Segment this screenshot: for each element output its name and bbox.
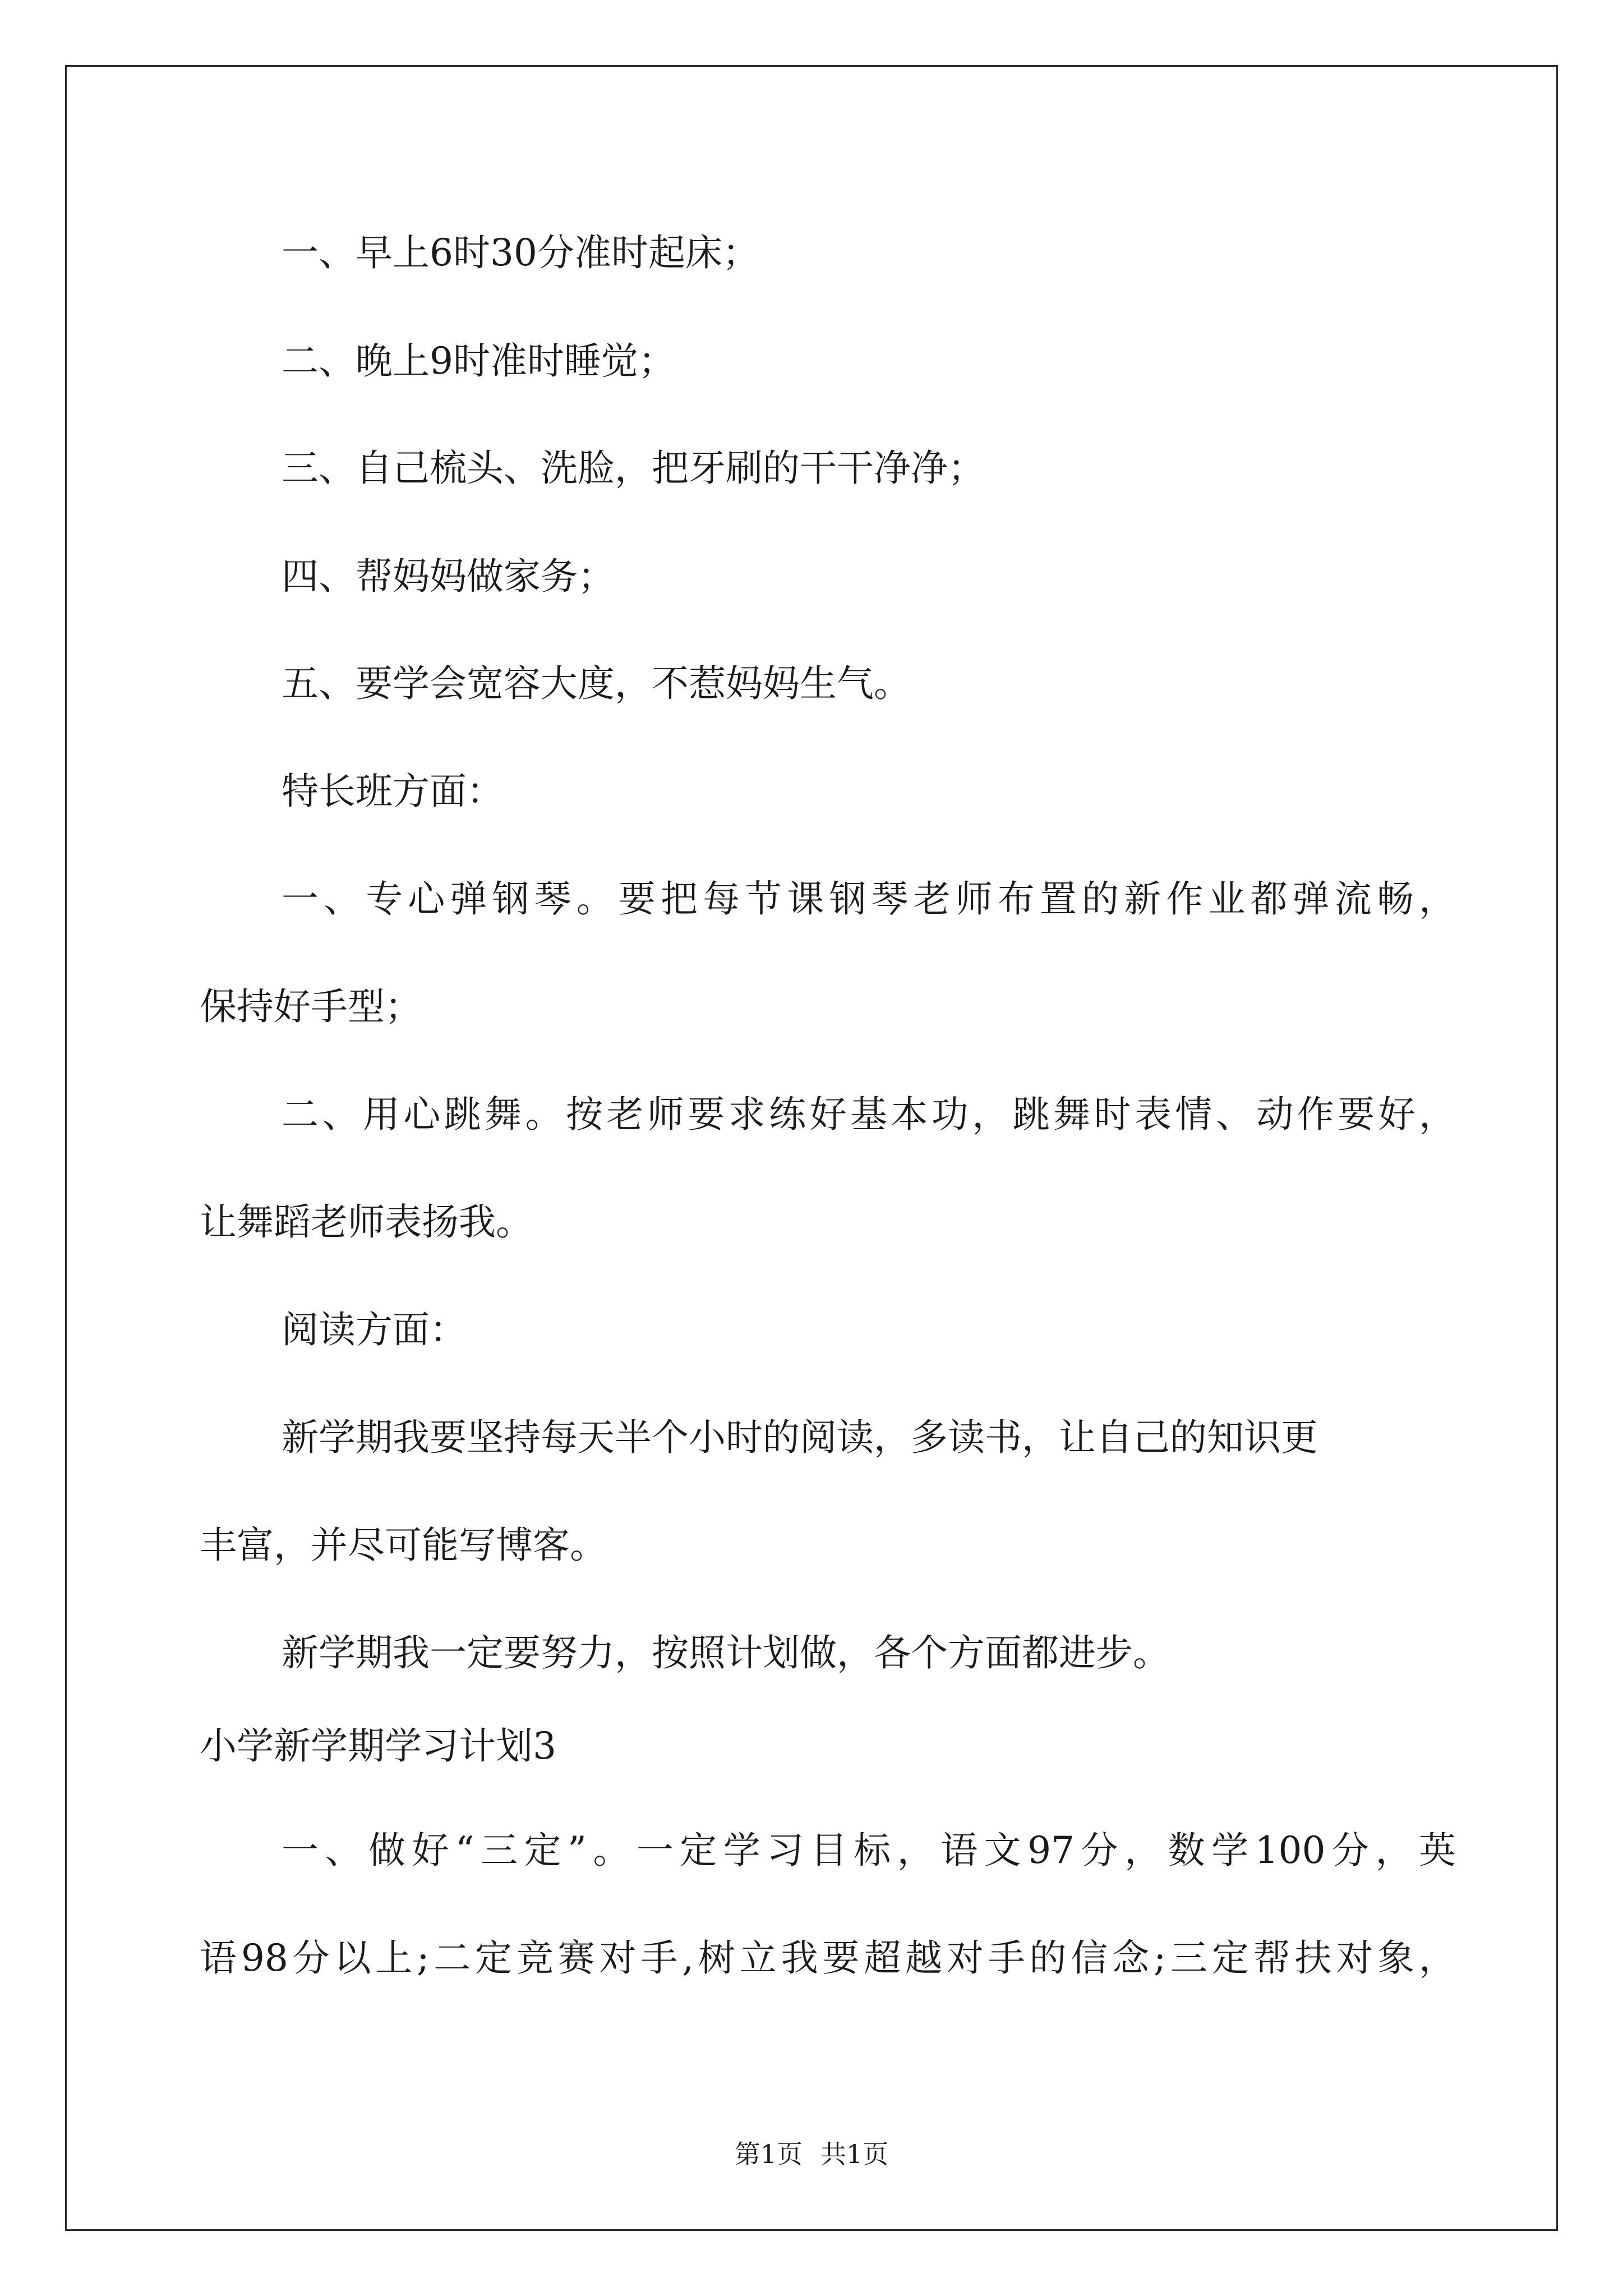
paragraph-line: 保持好手型； — [200, 985, 422, 1028]
paragraph-line: 丰富，并尽可能写博客。 — [200, 1524, 607, 1567]
document-title: 小学新学期学习计划3 — [200, 1724, 556, 1768]
page-footer — [0, 2134, 1623, 2171]
paragraph-line: 二、晚上9时准时睡觉； — [282, 339, 675, 383]
paragraph-line: 四、帮妈妈做家务； — [282, 555, 615, 598]
page-number-total: 共1页 — [820, 2139, 889, 2169]
paragraph-line: 三、自己梳头、洗脸，把牙刷的干干净净； — [282, 447, 985, 490]
paragraph-line: 语98分以上;二定竞赛对手,树立我要超越对手的信念;三定帮扶对象， — [200, 1936, 1456, 1980]
paragraph-line: 新学期我一定要努力，按照计划做，各个方面都进步。 — [282, 1631, 1170, 1674]
paragraph-line: 二、用心跳舞。按老师要求练好基本功，跳舞时表情、动作要好， — [282, 1093, 1456, 1136]
paragraph-line: 五、要学会宽容大度，不惹妈妈生气。 — [282, 662, 911, 705]
page-border — [65, 65, 1558, 2231]
paragraph-line: 让舞蹈老师表扬我。 — [200, 1200, 533, 1244]
section-heading: 特长班方面： — [282, 770, 504, 813]
paragraph-line: 一、做好“三定”。一定学习目标，语文97分，数学100分，英 — [282, 1829, 1456, 1872]
paragraph-line: 一、早上6时30分准时起床； — [282, 231, 759, 274]
page-number-current: 第1页 — [734, 2139, 803, 2169]
paragraph-line: 一、专心弹钢琴。要把每节课钢琴老师布置的新作业都弹流畅， — [282, 877, 1456, 921]
section-heading: 阅读方面： — [282, 1308, 467, 1351]
paragraph-line: 新学期我要坚持每天半个小时的阅读，多读书，让自己的知识更 — [282, 1416, 1318, 1459]
